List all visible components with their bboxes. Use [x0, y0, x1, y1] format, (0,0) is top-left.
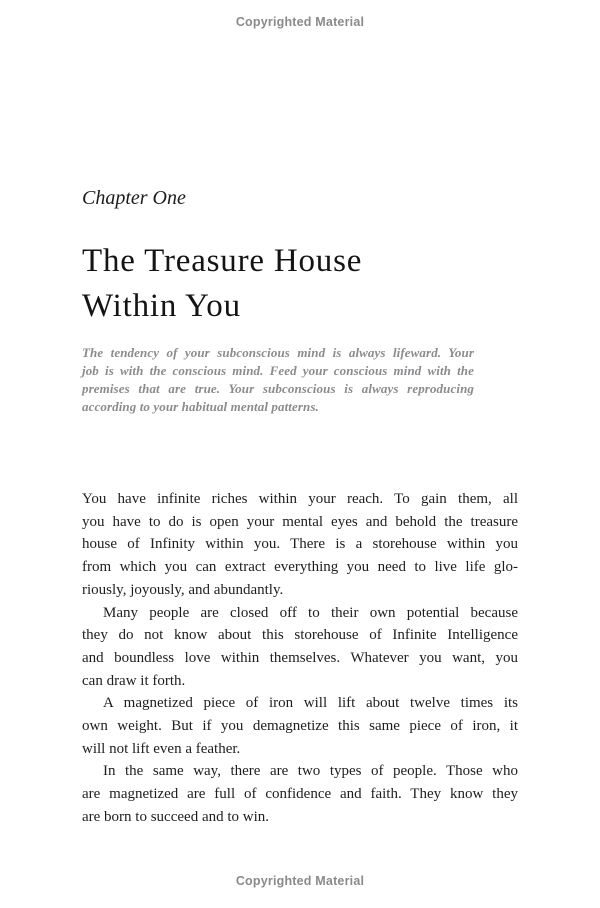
body-line: riously, joyously, and abundantly. [82, 581, 284, 598]
paragraph [82, 692, 518, 760]
epigraph-line: premises that are true. Your subconscious is always reproducing [82, 381, 474, 396]
body-line: they do not know about this storehouse of Infinite Intelligence [82, 627, 518, 644]
paragraph [82, 602, 518, 693]
paragraph [82, 488, 518, 602]
copyright-notice-bottom: Copyrighted Material [235, 874, 365, 888]
body-line: A magnetized piece of iron will lift about twelve times its [103, 695, 518, 712]
epigraph-line: according to your habitual mental patterns. [82, 399, 319, 414]
copyright-notice-top: Copyrighted Material [235, 15, 365, 29]
body-line: You have infinite riches within your reach. To gain them, all [82, 491, 518, 507]
chapter-title-line2: Within You [82, 288, 241, 324]
body-line: Many people are closed off to their own potential because [103, 604, 518, 621]
chapter-label: Chapter One [82, 187, 186, 209]
body-line: can draw it forth. [82, 672, 186, 689]
chapter-title-line1: The Treasure House [82, 243, 363, 279]
body-line: from which you can extract everything you need to live life glo- [82, 559, 518, 576]
body-line: will not lift even a feather. [82, 740, 241, 757]
paragraph [82, 760, 518, 828]
body-text [82, 488, 518, 829]
chapter-epigraph [82, 344, 474, 416]
chapter-title [82, 239, 362, 329]
body-line: are magnetized are full of confidence and faith. They know they [82, 786, 518, 803]
body-line: and boundless love within themselves. Whatever you want, you [82, 649, 518, 666]
body-line: you have to do is open your mental eyes and behold the treasure [82, 513, 518, 530]
body-line: In the same way, there are two types of people. Those who [103, 763, 518, 780]
body-line: own weight. But if you demagnetize this same piece of iron, it [82, 718, 518, 735]
body-line: are born to succeed and to win. [82, 808, 270, 825]
epigraph-line: The tendency of your subconscious mind is always lifeward. Your [82, 345, 474, 360]
body-line: house of Infinity within you. There is a storehouse within you [82, 536, 518, 553]
epigraph-line: job is with the conscious mind. Feed your conscious mind with the [82, 363, 474, 378]
